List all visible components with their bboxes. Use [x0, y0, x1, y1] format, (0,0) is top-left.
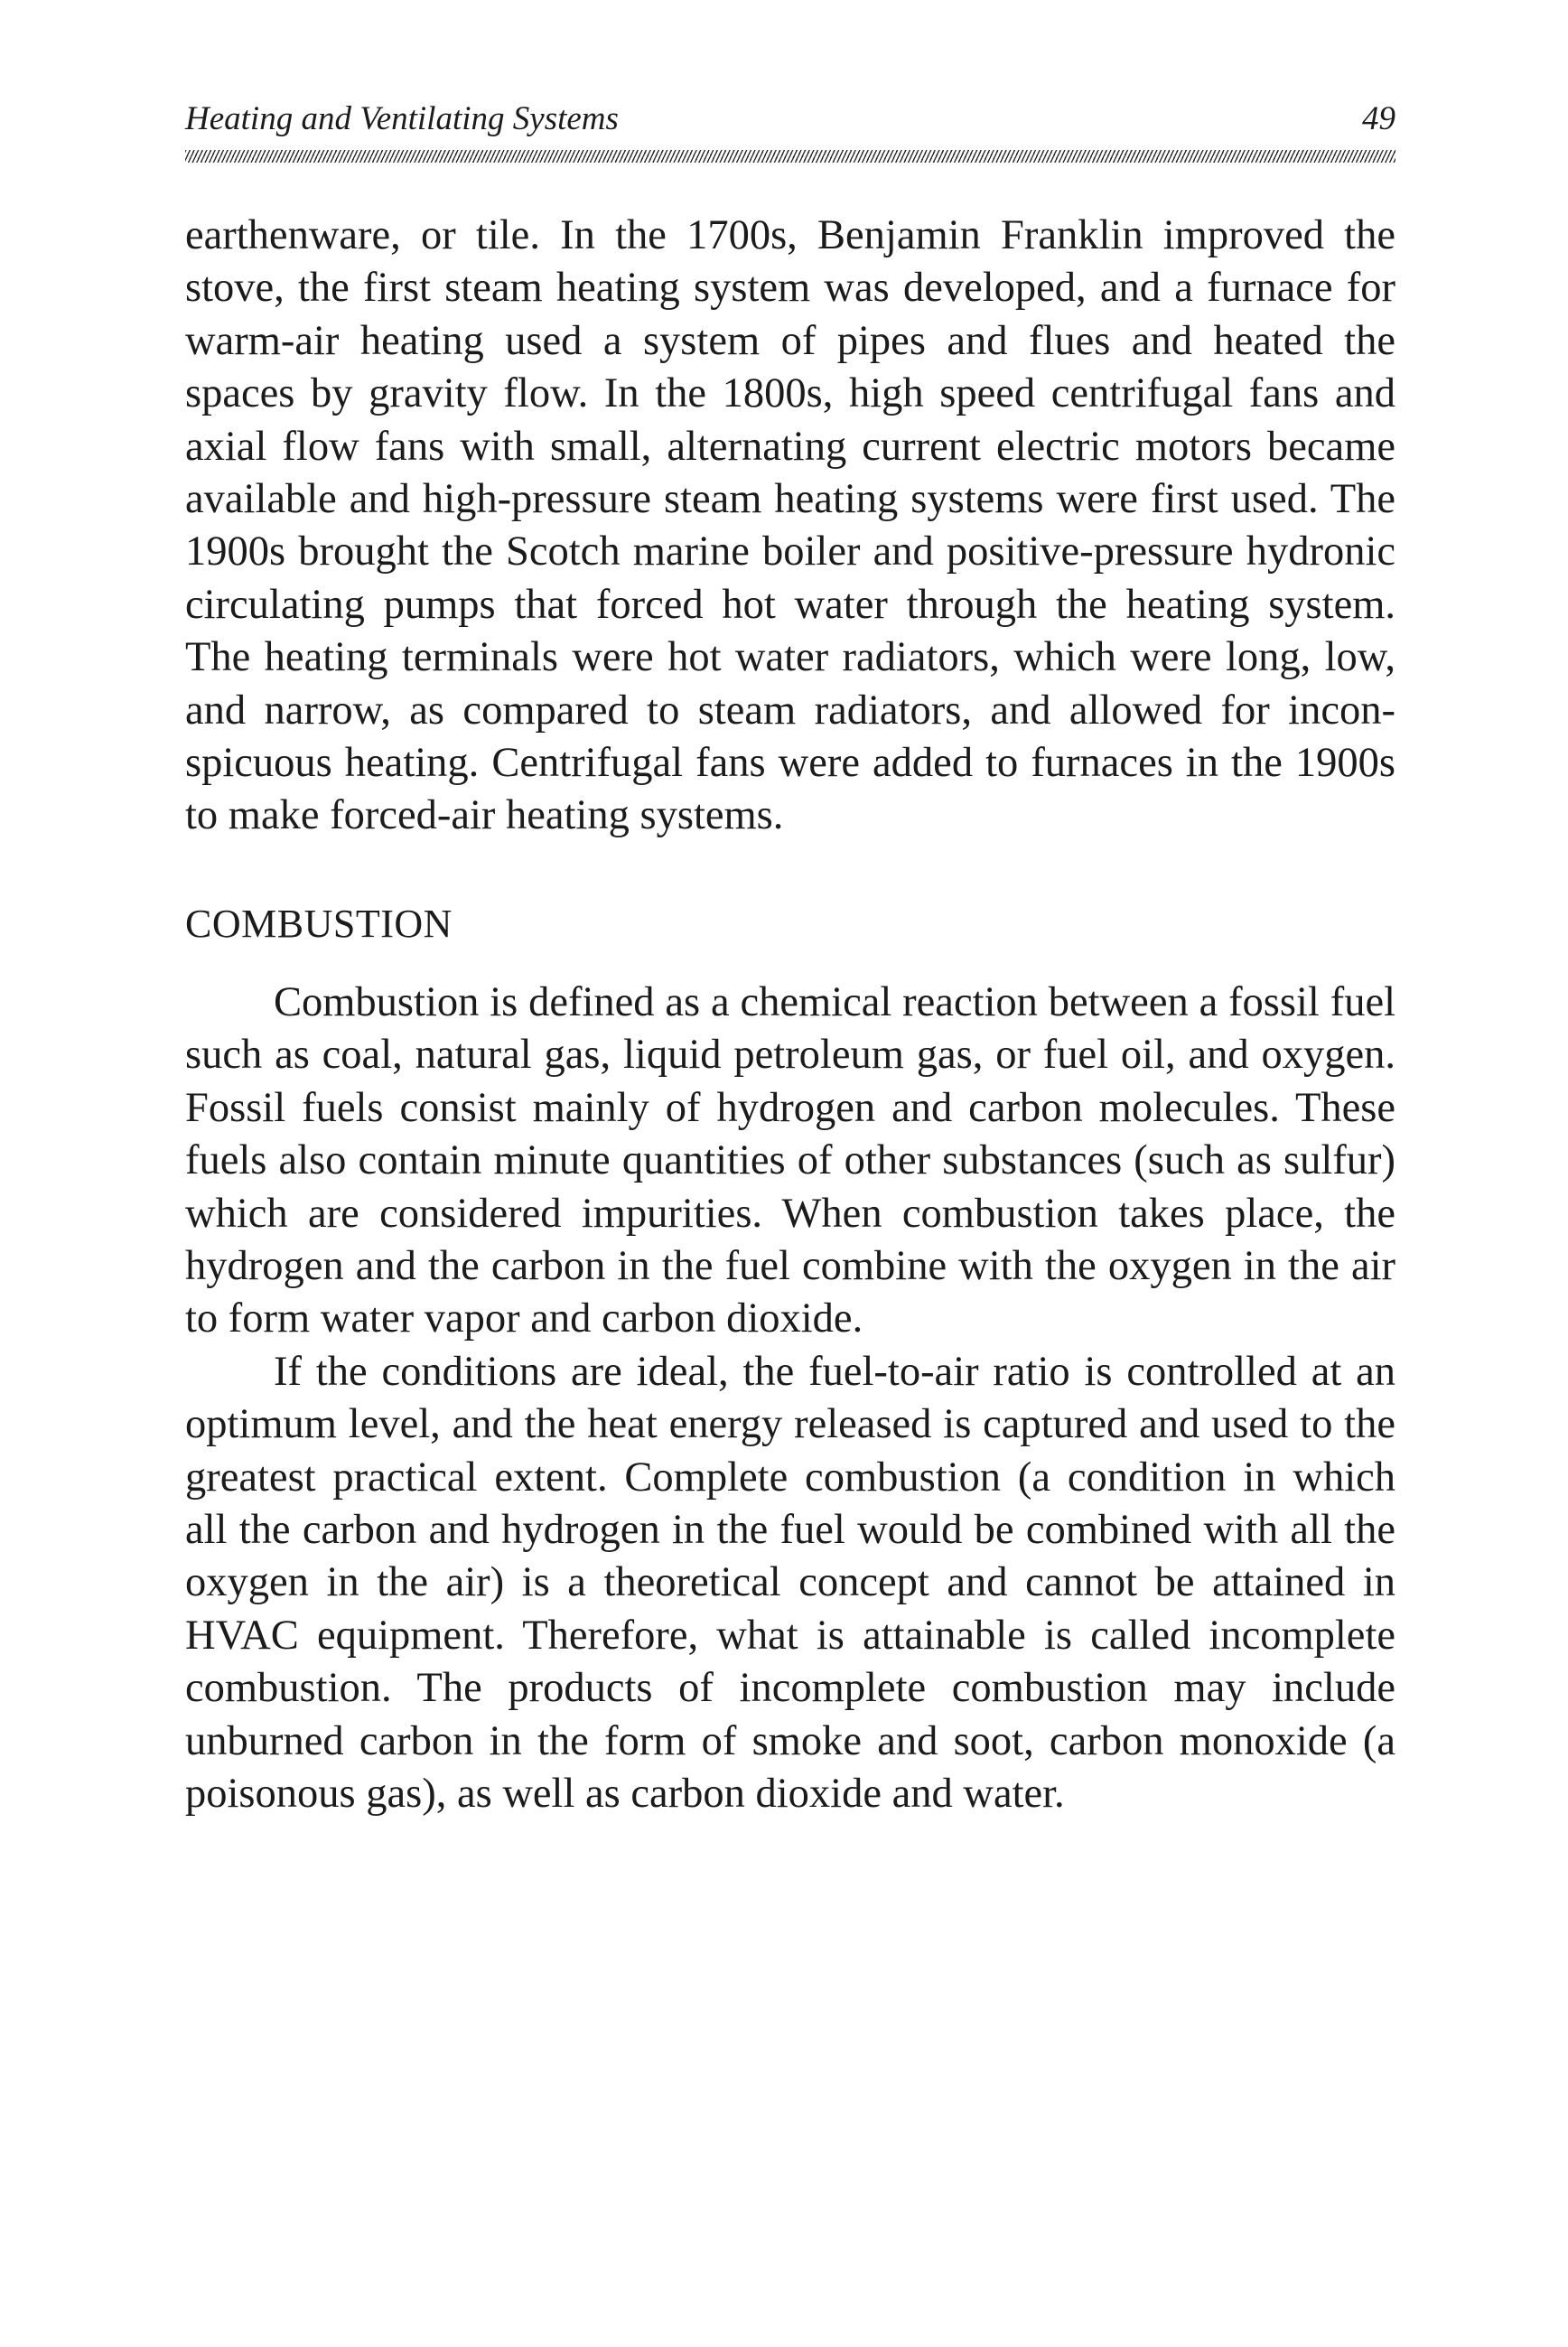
- running-title: Heating and Ventilating Systems: [185, 100, 619, 137]
- paragraph-complete-combustion: If the conditions are ideal, the fuel-to-air ratio is controlled at an optimum level, and the heat energy released is captured and used to the greatest practical extent. Complete combustion (a condition in which all the carbon and hydrogen in the fuel would be combined with all the oxygen in the air) is a theoretical concept and cannot be attained in HVAC equipment. Therefore, what is attainable is called incomplete combustion. The products of incomplete combustion may include unburned carbon in the form of smoke and soot, carbon monoxide (a poisonous gas), as well as carbon dioxide and water.: [185, 1348, 1395, 1817]
- page-number: 49: [1362, 100, 1395, 137]
- header-hatch-rule: [185, 150, 1395, 163]
- paragraph-history: earthenware, or tile. In the 1700s, Benjamin Franklin improved the stove, the first steam heating system was developed, and a furnace for warm-air heating used a system of pipes and flues and heated the spaces by gravity flow. In the 1800s, high speed centrifugal fans and axial flow fans with small, alternating current electric motors became available and high-pressure steam heating systems were first used. The 1900s brought the Scotch marine boiler and positive-pressure hydronic circulating pumps that forced hot water through the heating system. The heating terminals were hot water radiators, which were long, low, and narrow, as compared to steam radiators, and allowed for inconspicuous heating. Centrifugal fans were added to furnaces in the 1900s to make forced-air heating systems.: [185, 212, 1395, 839]
- running-header: [185, 90, 1395, 145]
- section-heading-combustion: COMBUSTION: [185, 901, 453, 946]
- paragraph-combustion-definition: Combustion is defined as a chemical reaction between a fossil fuel such as coal, natural gas, liquid petroleum gas, or fuel oil, and oxygen. Fossil fuels consist mainly of hydrogen and carbon molecules. These fuels also contain minute quantities of other substances (such as sulfur) which are considered impurities. When combustion takes place, the hydrogen and the carbon in the fuel combine with the oxygen in the air to form water vapor and carbon dioxide.: [185, 978, 1395, 1342]
- body-text: [185, 210, 1395, 1820]
